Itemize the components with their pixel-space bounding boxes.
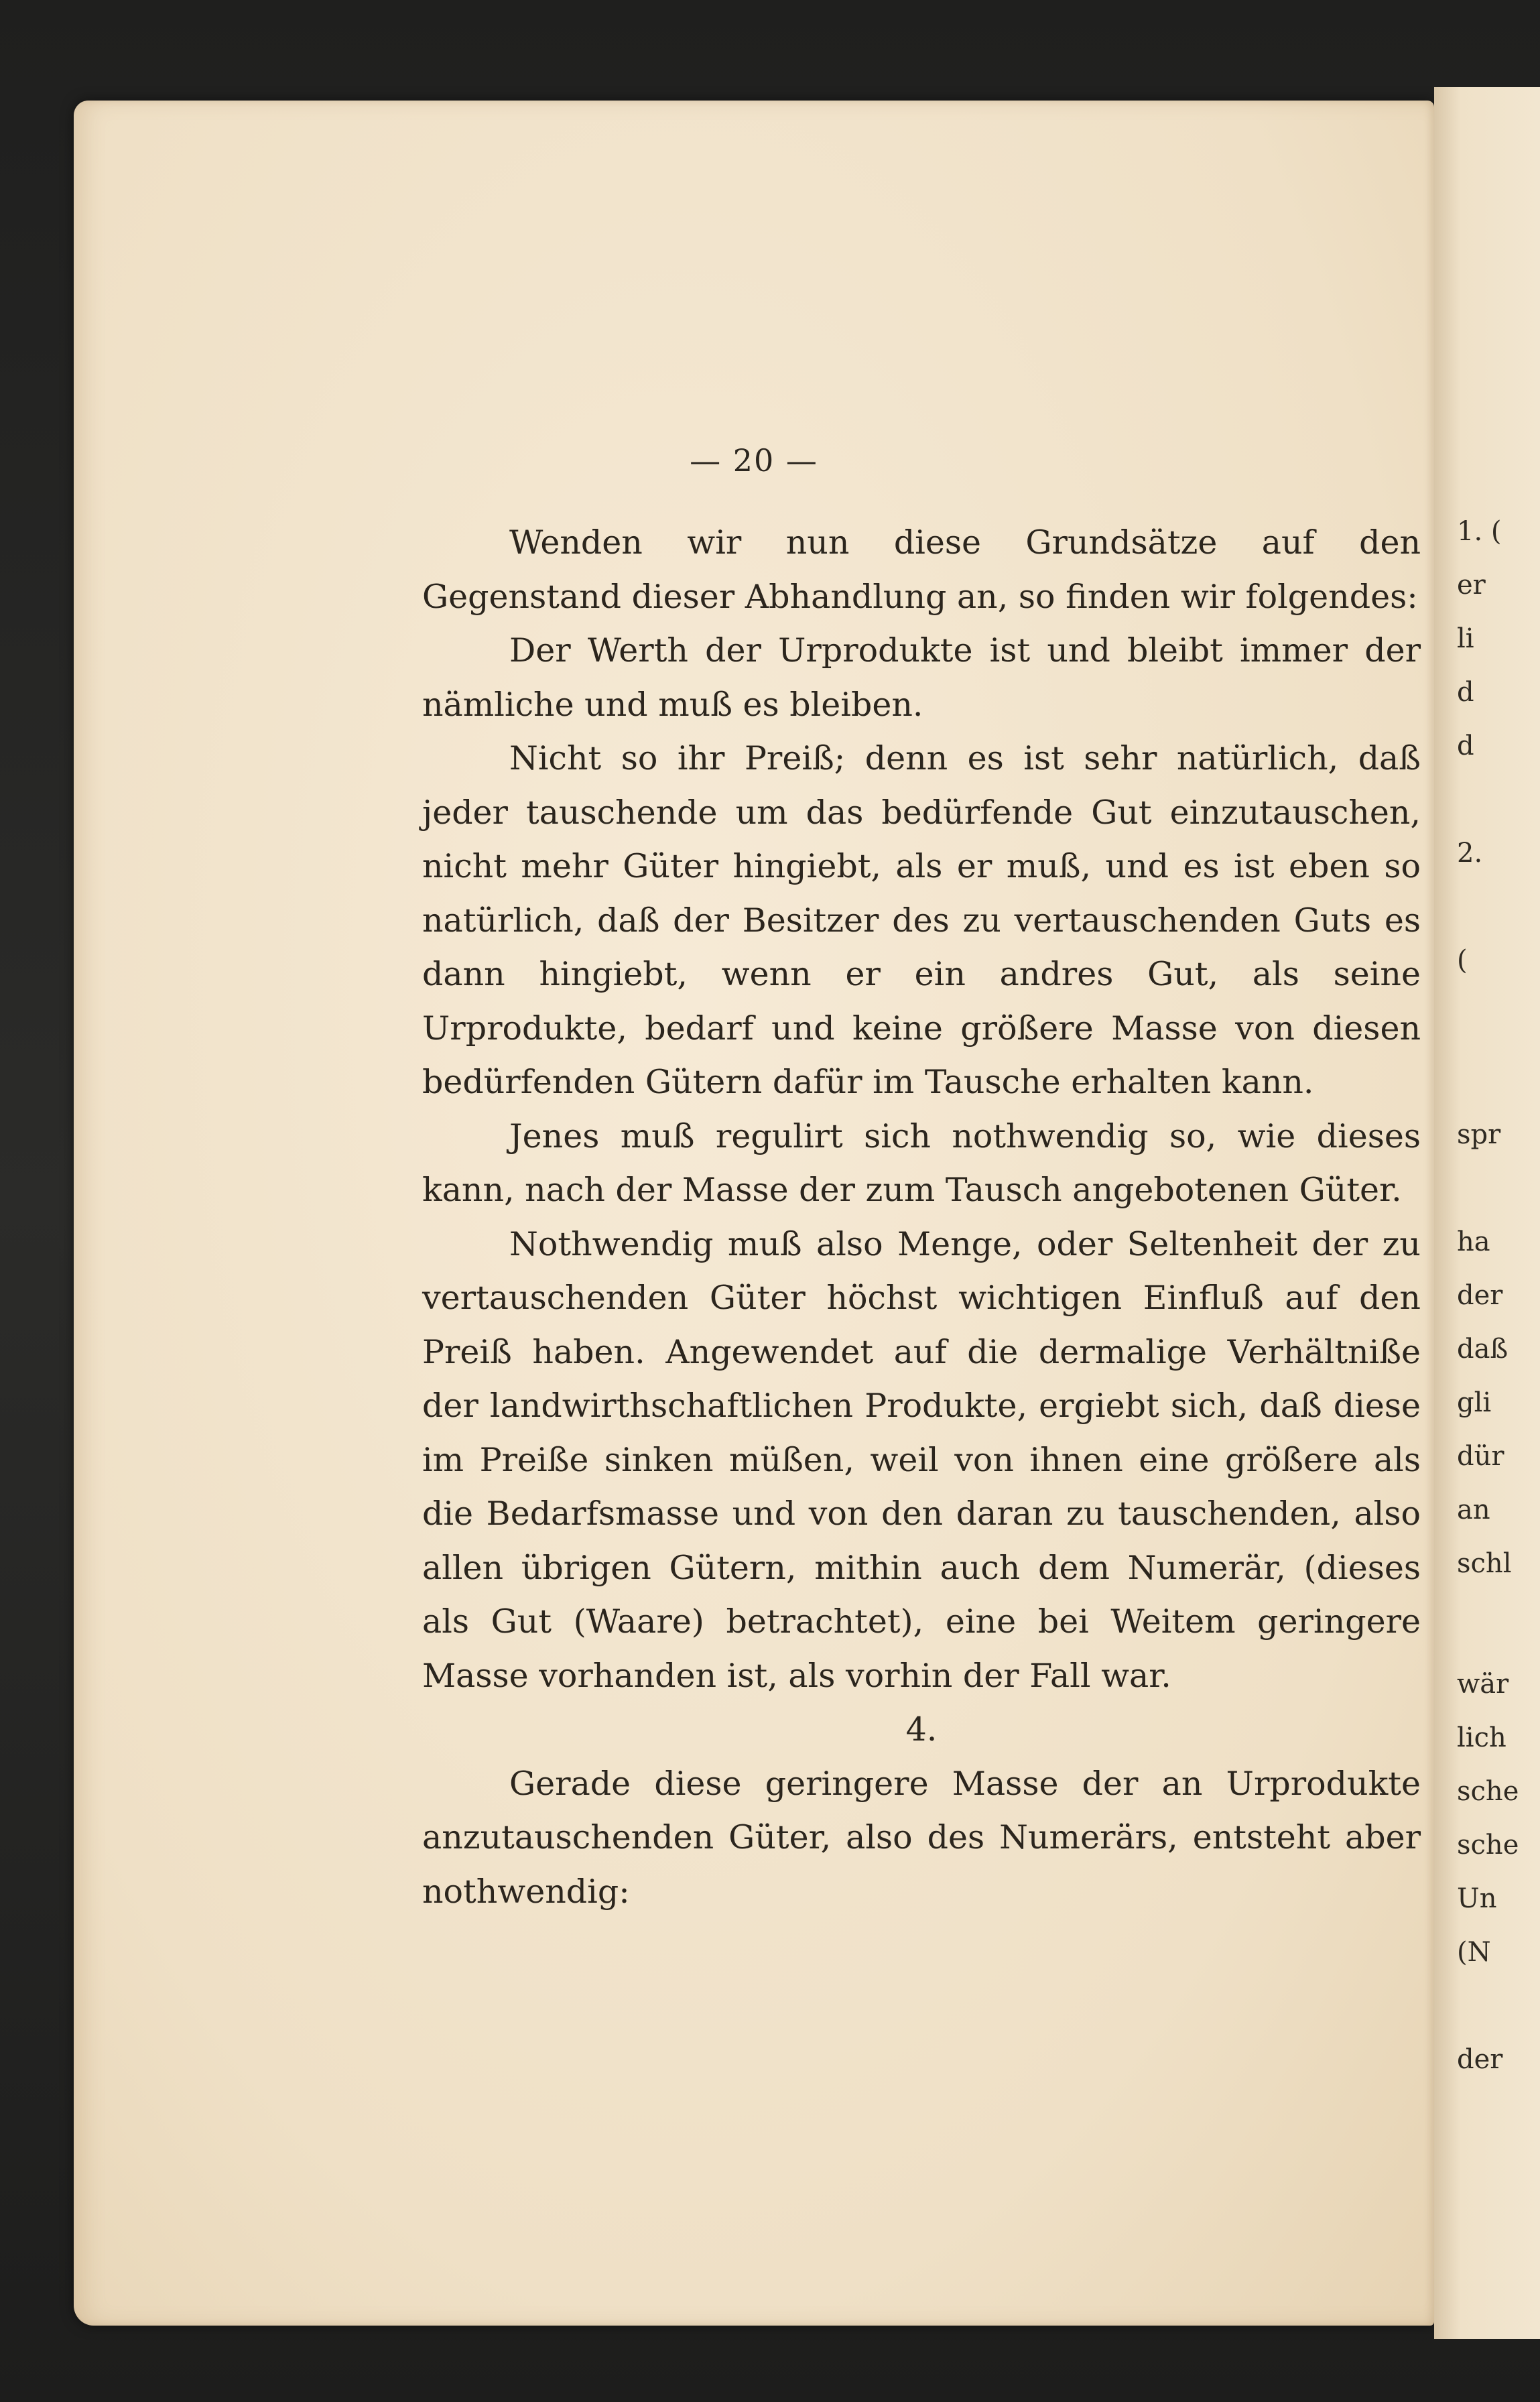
adjacent-fragment: wär bbox=[1457, 1669, 1509, 1700]
adjacent-fragment: daß bbox=[1457, 1334, 1509, 1365]
adjacent-fragment: gli bbox=[1457, 1387, 1492, 1418]
adjacent-fragment: dür bbox=[1457, 1441, 1504, 1472]
page-number: — 20 — bbox=[690, 442, 818, 479]
adjacent-fragment: der bbox=[1457, 2044, 1503, 2075]
adjacent-fragment: er bbox=[1457, 570, 1486, 600]
adjacent-fragment: 1. ( bbox=[1457, 516, 1502, 547]
adjacent-fragment: sche bbox=[1457, 1830, 1519, 1860]
adjacent-fragment: d bbox=[1457, 731, 1474, 761]
adjacent-fragment: li bbox=[1457, 623, 1474, 654]
adjacent-fragment: 2. bbox=[1457, 838, 1483, 869]
paragraph-3: Nicht so ihr Preiß; denn es ist sehr natürlich, daß jeder tauschende um das bedürfende Gut einzutauschen, nicht mehr Güter hingiebt, als er muß, und es ist eben so natürlich, daß der Besitzer des zu vertauschenden Guts es dann hingiebt, wenn er ein andres Gut, als seine Urprodukte, bedarf und keine größere Masse von diesen bedürfenden Gütern dafür im Tausche erhalten kann. bbox=[422, 739, 1421, 1101]
paragraph-6: Gerade diese geringere Masse der an Urprodukte anzutauschenden Güter, also des Numerärs, entsteht aber nothwendig: bbox=[422, 1764, 1421, 1911]
section-number: 4. bbox=[905, 1710, 938, 1749]
book-page bbox=[74, 101, 1434, 2326]
adjacent-fragment: ( bbox=[1457, 945, 1468, 976]
paragraph-4: Jenes muß regulirt sich nothwendig so, wie dieses kann, nach der Masse der zum Tausch angebotenen Güter. bbox=[422, 1117, 1421, 1209]
adjacent-fragment: sche bbox=[1457, 1776, 1519, 1807]
adjacent-fragment: lich bbox=[1457, 1722, 1506, 1753]
adjacent-fragment: schl bbox=[1457, 1548, 1512, 1579]
adjacent-fragment: Un bbox=[1457, 1883, 1497, 1914]
paragraph-2: Der Werth der Urprodukte ist und bleibt immer der nämliche und muß es bleiben. bbox=[422, 631, 1421, 724]
adjacent-fragment: spr bbox=[1457, 1119, 1501, 1150]
adjacent-fragment: ha bbox=[1457, 1226, 1490, 1257]
adjacent-fragment: an bbox=[1457, 1495, 1490, 1525]
adjacent-page bbox=[1434, 87, 1540, 2339]
adjacent-fragment: (N bbox=[1457, 1937, 1491, 1968]
adjacent-fragment: der bbox=[1457, 1280, 1503, 1311]
adjacent-fragment: d bbox=[1457, 677, 1474, 708]
paragraph-1: Wenden wir nun diese Grundsätze auf den Gegenstand dieser Abhandlung an, so finden wir folgendes: bbox=[422, 523, 1421, 616]
paragraph-5: Nothwendig muß also Menge, oder Seltenheit der zu vertauschenden Güter höchst wichtigen Einfluß auf den Preiß haben. Angewendet auf die dermalige Verhältniße der landwirthschaftlichen Produkte, ergiebt sich, daß diese im Preiße sinken müßen, weil von ihnen eine größere als die Bedarfsmasse und von den daran zu tauschenden, also allen übrigen Gütern, mithin auch dem Numerär, (dieses als Gut (Waare) betrachtet), eine bei Weitem geringere Masse vorhanden ist, als vorhin der Fall war. bbox=[422, 1224, 1421, 1695]
body-text bbox=[422, 516, 1421, 1919]
